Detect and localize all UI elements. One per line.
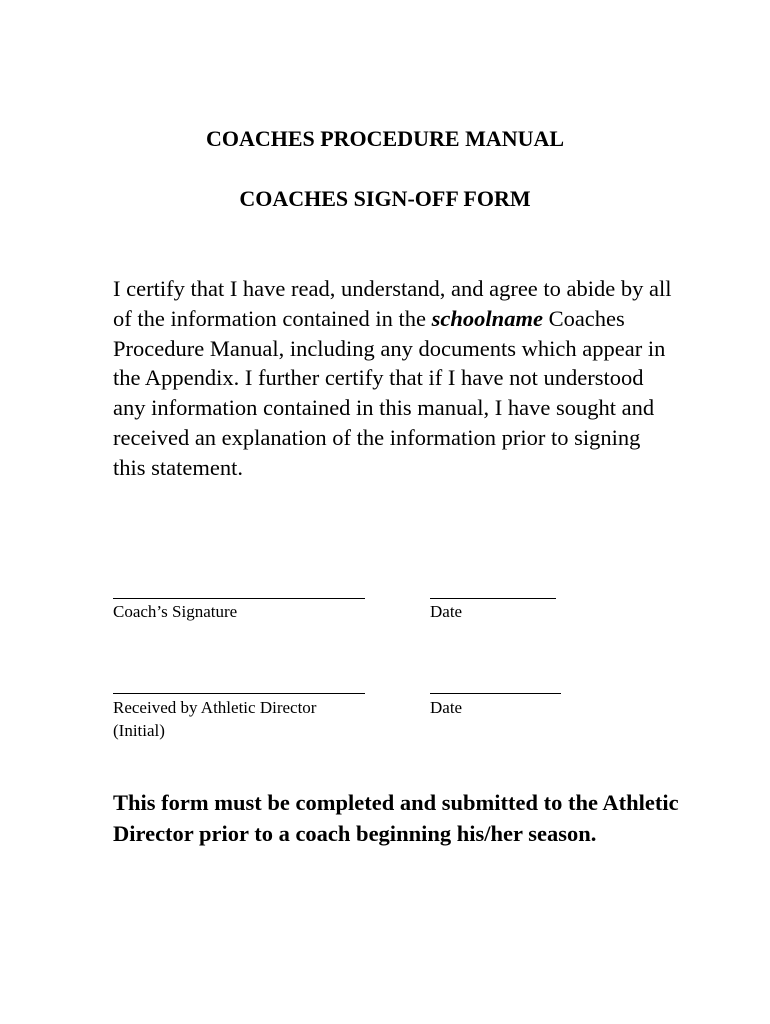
school-name-placeholder: schoolname	[431, 305, 543, 331]
certification-statement	[113, 274, 673, 483]
coach-signature-line[interactable]	[113, 598, 365, 599]
statement-part-1: I certify that I have read, understand, and agree to abide by all of the information contained in the	[113, 276, 672, 331]
coach-signature-label: Coach’s Signature	[113, 602, 238, 621]
athletic-director-initial-line[interactable]	[113, 693, 365, 694]
coach-date-label: Date	[430, 602, 463, 621]
document-title: COACHES PROCEDURE MANUAL	[205, 126, 565, 151]
coach-date-line[interactable]	[430, 598, 556, 599]
statement-part-2: Coaches Procedure Manual, including any documents which appear in the Appendix. I further certify that if I have not understood any information contained in this manual, I have sought and received an explanation of the information prior to signing this statement.	[113, 305, 666, 480]
athletic-director-date-line[interactable]	[430, 693, 561, 694]
athletic-director-label: Received by Athletic Director	[113, 698, 317, 717]
submission-notice: This form must be completed and submitted to the Athletic Director prior to a coach beginning his/her season.	[113, 790, 679, 846]
athletic-director-initial-label: (Initial)	[113, 721, 165, 740]
form-title: COACHES SIGN-OFF FORM	[239, 186, 531, 211]
athletic-director-date-label: Date	[430, 698, 463, 717]
